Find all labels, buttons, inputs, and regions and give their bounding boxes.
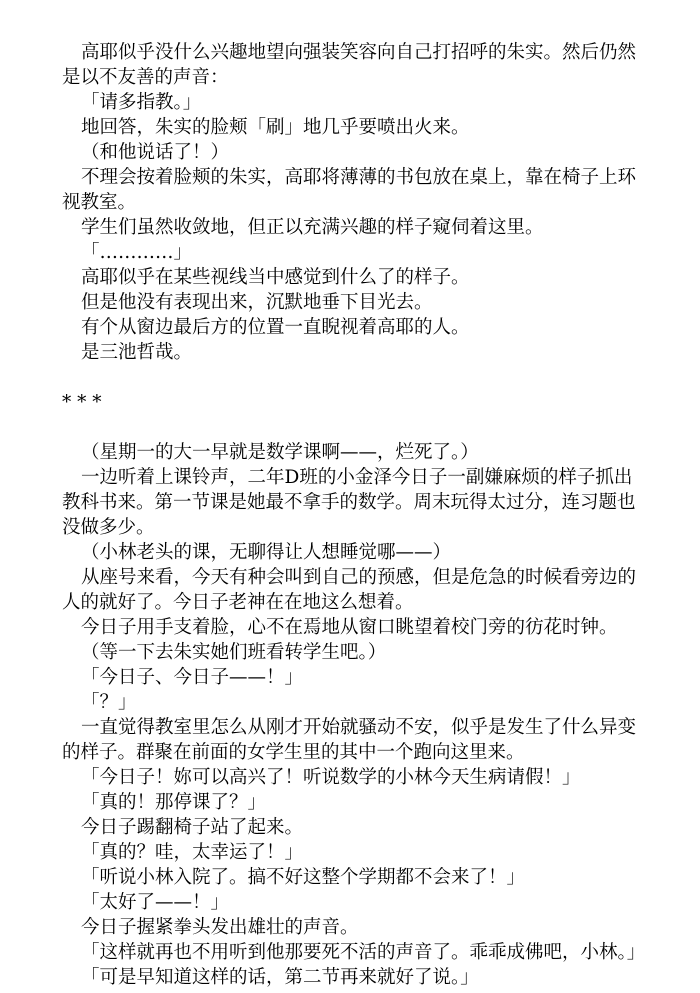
dialogue-line: 「这样就再也不用听到他那要死不活的声音了。乖乖成佛吧，小林。」: [81, 942, 646, 963]
inner-thought-line: （星期一的大一早就是数学课啊——，烂死了。）: [81, 442, 479, 463]
dialogue-line: 「今日子！妳可以高兴了！听说数学的小林今天生病请假！」: [81, 767, 581, 788]
inner-thought-line: （和他说话了！）: [81, 142, 230, 163]
inner-thought-line: （等一下去朱实她们班看转学生吧。）: [81, 642, 387, 663]
paragraph: 但是他没有表现出来，沉默地垂下目光去。: [81, 292, 433, 313]
paragraph: 学生们虽然收敛地，但正以充满兴趣的样子窥伺着这里。: [81, 217, 544, 238]
paragraph: 高耶似乎没什么兴趣地望向强装笑容向自己打招呼的朱实。然后仍然是以不友善的声音：: [62, 42, 637, 88]
paragraph: 不理会按着脸颊的朱实，高耶将薄薄的书包放在桌上，靠在椅子上环视教室。: [62, 167, 637, 213]
paragraph: 地回答，朱实的脸颊「刷」地几乎要喷出火来。: [81, 117, 470, 138]
dialogue-line: 「太好了——！」: [81, 892, 230, 913]
section-separator: * * *: [62, 392, 102, 413]
dialogue-line: 「可是早知道这样的话，第二节再来就好了说。」: [81, 967, 479, 988]
dialogue-line: 「真的？哇，太幸运了！」: [81, 842, 304, 863]
paragraph: 有个从窗边最后方的位置一直睨视着高耶的人。: [81, 317, 470, 338]
paragraph: 今日子踢翻椅子站了起来。: [81, 817, 304, 838]
paragraph: 今日子用手支着脸，心不在焉地从窗口眺望着校门旁的彷花时钟。: [81, 617, 618, 638]
paragraph: 今日子握紧拳头发出雄壮的声音。: [81, 917, 359, 938]
blank-line: [62, 365, 650, 390]
dialogue-line: 「？」: [81, 692, 137, 713]
paragraph: 一边听着上课铃声，二年D班的小金泽今日子一副嫌麻烦的样子抓出教科书来。第一节课是她最不拿手的数学。周末玩得太过分，连习题也没做多少。: [62, 467, 636, 538]
dialogue-line: 「听说小林入院了。搞不好这整个学期都不会来了！」: [81, 867, 526, 888]
dialogue-line: 「今日子、今日子——！」: [81, 667, 304, 688]
dialogue-line: 「…………」: [81, 242, 193, 263]
inner-thought-line: （小林老头的课，无聊得让人想睡觉哪——）: [81, 542, 452, 563]
dialogue-line: 「真的！那停课了？」: [81, 792, 267, 813]
paragraph: 高耶似乎在某些视线当中感觉到什么了的样子。: [81, 267, 470, 288]
blank-line: [62, 415, 650, 440]
paragraph: 是三池哲哉。: [81, 342, 193, 363]
dialogue-line: 「请多指教。」: [81, 92, 202, 113]
paragraph: 一直觉得教室里怎么从刚才开始就骚动不安，似乎是发生了什么异变的样子。群聚在前面的女学生里的其中一个跑向这里来。: [62, 717, 637, 763]
paragraph: 从座号来看，今天有种会叫到自己的预感，但是危急的时候看旁边的人的就好了。今日子老神在在地这么想着。: [62, 567, 637, 613]
